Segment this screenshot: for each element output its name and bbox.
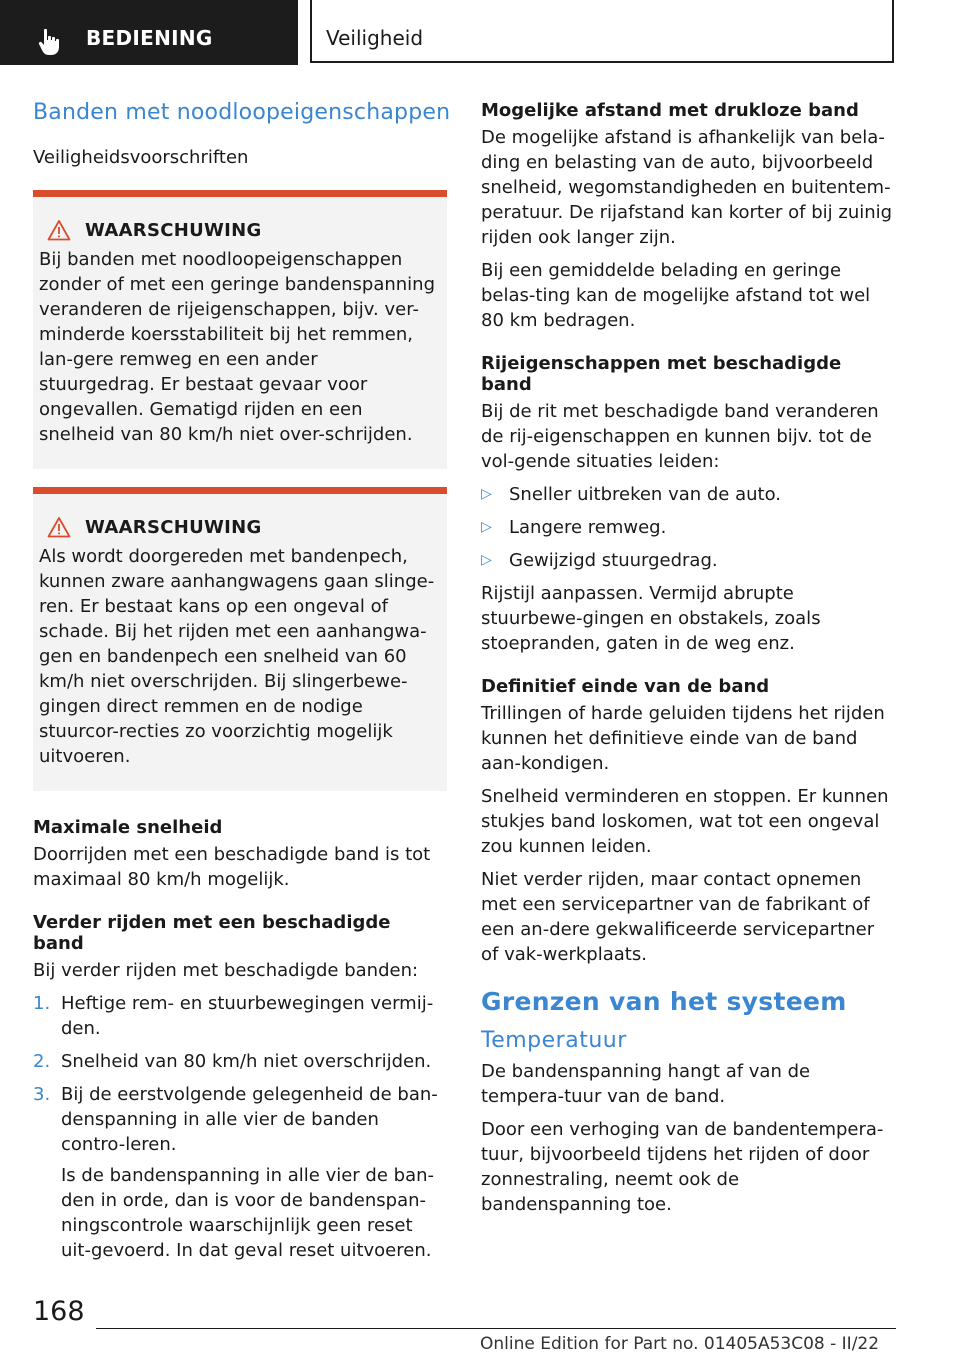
page-number: 168	[33, 1296, 85, 1327]
limits-heading: Grenzen van het systeem	[481, 987, 847, 1016]
section-tab	[0, 0, 298, 65]
list-item	[33, 1049, 447, 1074]
warning-title: WAARSCHUWING	[85, 516, 262, 538]
footer-divider	[96, 1328, 896, 1329]
driving-list	[481, 482, 895, 573]
right-column	[481, 100, 895, 1225]
list-number: 1.	[33, 993, 51, 1014]
warning-title: WAARSCHUWING	[85, 219, 262, 241]
temperature-text: Door een verhoging van de bandentempera-tuur, bijvoorbeeld tijdens het rijden of door zonnestraling, neemt ook de bandenspanning toe.	[481, 1119, 884, 1215]
driving-advice: Rijstijl aanpassen. Vermijd abrupte stuurbewe-gingen en obstakels, zoals stoepranden, gaten in de weg enz.	[481, 583, 821, 654]
distance-heading: Mogelijke afstand met drukloze band	[481, 100, 859, 121]
list-text: Langere remweg.	[509, 517, 667, 538]
list-item	[481, 515, 895, 540]
list-text: Heftige rem- en stuurbewegingen vermij-den.	[61, 993, 434, 1039]
continue-heading: Verder rijden met een beschadigde band	[33, 912, 391, 954]
hand-pointer-icon	[34, 26, 66, 58]
distance-text: De mogelijke afstand is afhankelijk van bela-ding en belasting van de auto, bijvoorbeeld snelheid, wegomstandigheden en buitentem-peratuur. De rijafstand kan korter of bij zuinig rijden ook langer zijn.	[481, 127, 893, 248]
list-text: Snelheid van 80 km/h niet overschrijden.	[61, 1051, 432, 1072]
driving-intro: Bij de rit met beschadigde band veranderen de rij-eigenschappen en kunnen bijv. tot de vol-gende situaties leiden:	[481, 401, 879, 472]
list-item	[33, 1082, 447, 1263]
list-number: 2.	[33, 1051, 51, 1072]
list-number: 3.	[33, 1084, 51, 1105]
triangle-bullet-icon: ▷	[481, 486, 492, 502]
warning-text: Als wordt doorgereden met bandenpech, kunnen zware aanhangwagens gaan slinge-ren. Er bestaat kans op een ongeval of schade. Bij het rijden met een aanhangwa-gen en bandenpech een snelheid van 60 km/h niet overschrijden. Bij slingerbewe-gingen direct remmen en de nodige stuurcor-recties zo voorzichtig mogelijk uitvoeren.	[39, 546, 435, 767]
temperature-heading: Temperatuur	[481, 1028, 627, 1053]
section-label: BEDIENING	[86, 26, 213, 50]
topic-label: Veiligheid	[326, 26, 424, 50]
list-text: Bij de eerstvolgende gelegenheid de ban-denspanning in alle vier de banden contro-leren.	[61, 1084, 438, 1155]
safety-subheading: Veiligheidsvoorschriften	[33, 147, 249, 168]
end-text: Trillingen of harde geluiden tijdens het rijden kunnen het definitieve einde van de band aan-kondigen.	[481, 703, 885, 774]
end-text: Snelheid verminderen en stoppen. Er kunnen stukjes band loskomen, wat tot een ongeval zou kunnen leiden.	[481, 786, 889, 857]
triangle-bullet-icon: ▷	[481, 519, 492, 535]
edition-text: Online Edition for Part no. 01405A53C08 - II/22	[480, 1334, 880, 1354]
max-speed-heading: Maximale snelheid	[33, 817, 223, 838]
list-text: Gewijzigd stuurgedrag.	[509, 550, 718, 571]
temperature-text: De bandenspanning hangt af van de tempera-tuur van de band.	[481, 1061, 811, 1107]
distance-text: Bij een gemiddelde belading en geringe belas-ting kan de mogelijke afstand tot wel 80 km bedragen.	[481, 260, 871, 331]
driving-heading: Rijeigenschappen met beschadigde band	[481, 353, 842, 395]
list-text: Sneller uitbreken van de auto.	[509, 484, 782, 505]
warning-text: Bij banden met noodloopeigenschappen zonder of met een geringe bandenspanning veranderen de rijeigenschappen, bijv. ver-minderde koersstabiliteit bij het remmen, lan-gere remweg en een ander stuurgedrag. Er bestaat gevaar voor ongevallen. Gematigd rijden en een snelheid van 80 km/h niet over-schrijden.	[39, 249, 436, 445]
warning-triangle-icon	[47, 516, 71, 538]
max-speed-text: Doorrijden met een beschadigde band is tot maximaal 80 km/h mogelijk.	[33, 844, 431, 890]
list-item	[481, 482, 895, 507]
section-heading: Banden met noodloopeigenschappen	[33, 100, 451, 125]
steps-list	[33, 991, 447, 1263]
continue-intro: Bij verder rijden met beschadigde banden:	[33, 960, 419, 981]
topic-tab	[310, 0, 894, 63]
warning-triangle-icon	[47, 219, 71, 241]
warning-box-2	[33, 487, 447, 791]
end-text: Niet verder rijden, maar contact opnemen met een servicepartner van de fabrikant of een an-dere gekwalificeerde servicepartner of vak-werkplaats.	[481, 869, 875, 965]
list-item	[481, 548, 895, 573]
list-subtext: Is de bandenspanning in alle vier de ban-den in orde, dan is voor de bandenspan-ningscontrole waarschijnlijk geen reset uit-gevoerd. In dat geval reset uitvoeren.	[61, 1165, 434, 1261]
list-item	[33, 991, 447, 1041]
left-column	[33, 100, 451, 1271]
triangle-bullet-icon: ▷	[481, 552, 492, 568]
end-heading: Definitief einde van de band	[481, 676, 770, 697]
warning-box-1	[33, 190, 447, 469]
